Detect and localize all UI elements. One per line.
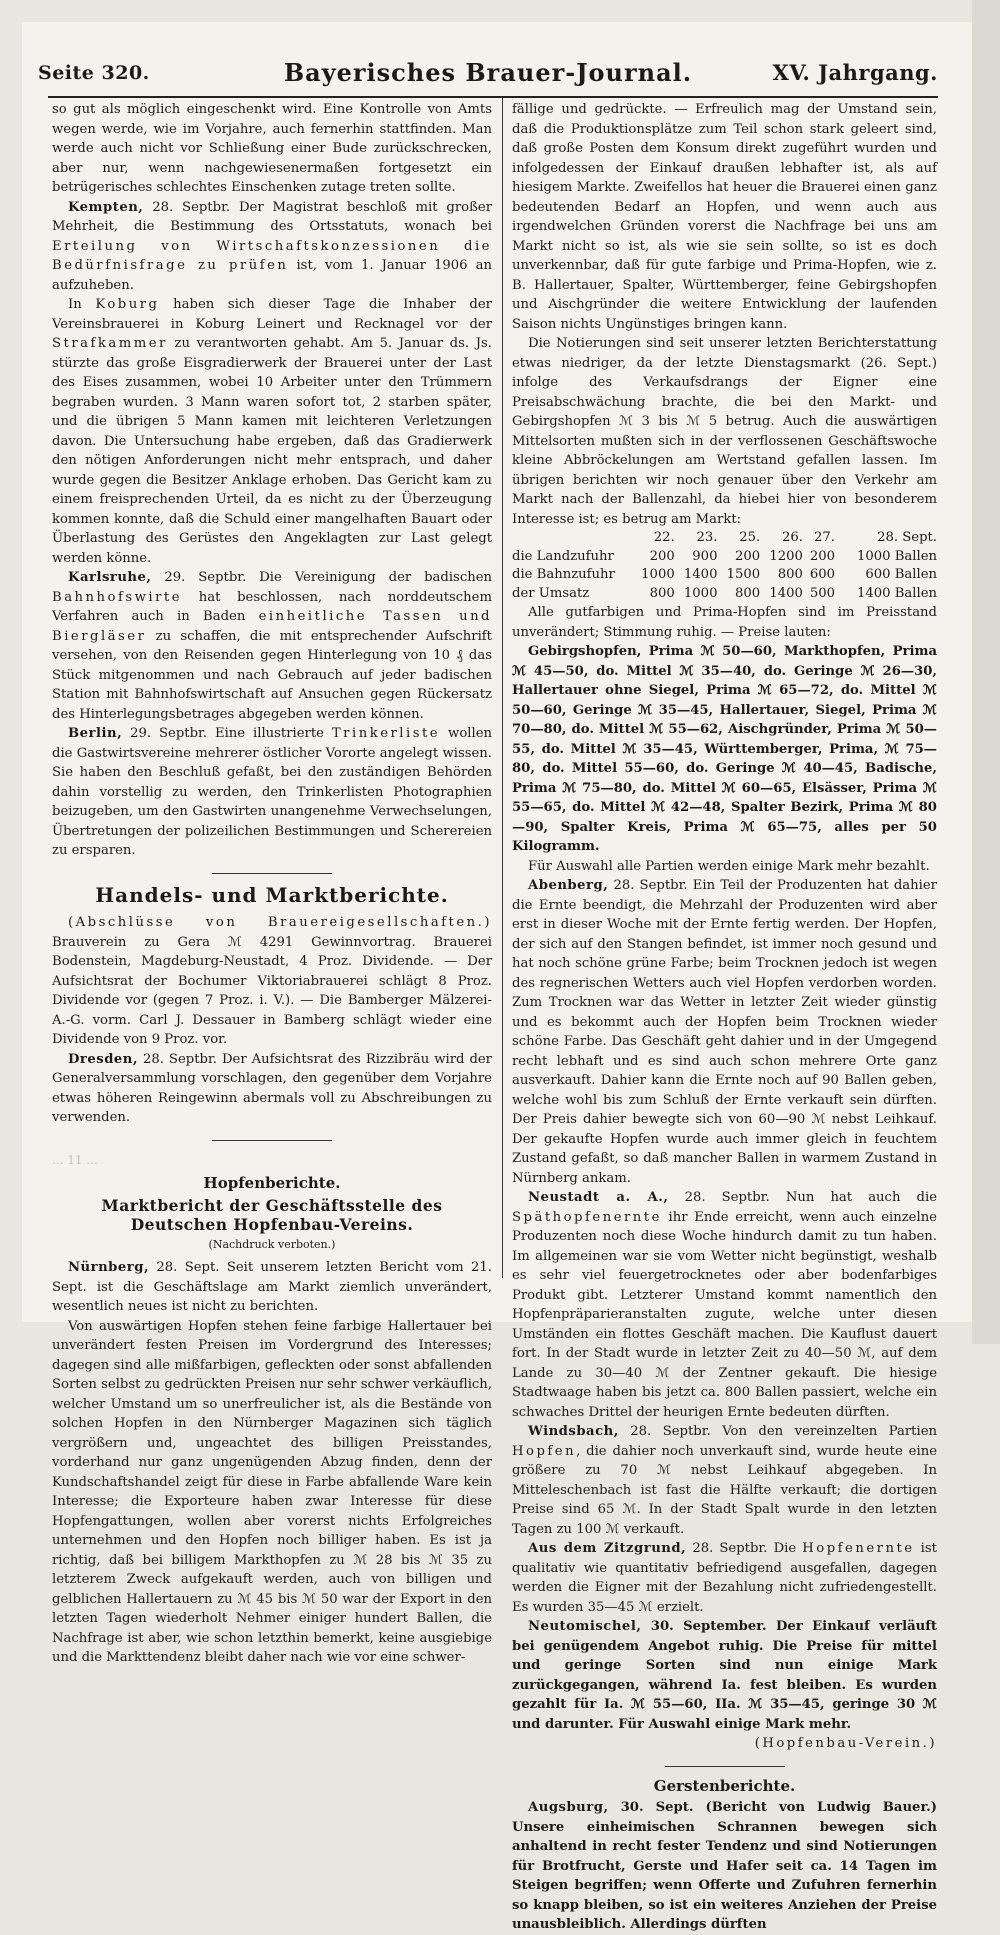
spaced-text: Erteilung von Wirtschaftskonzessionen die Bedürfnisfrage zu prüfen <box>52 238 492 273</box>
table-cell: 1000 <box>641 567 675 582</box>
table-cell: 200 <box>735 548 761 564</box>
place-name: Augsburg, <box>528 1800 609 1815</box>
text: 29. Septbr. Die Vereinigung der badischen <box>164 570 492 585</box>
text: 28. Septbr. Die <box>692 1541 797 1556</box>
spaced-text: (Abschlüsse von Brauereigesellschaften.) <box>68 915 492 930</box>
paragraph-dividends <box>52 913 492 1050</box>
text: Brauverein zu Gera ℳ 4291 Gewinnvortrag. Brauerei Bodenstein, Magdeburg-Neustadt, 4 Proz. Dividende. — Der Aufsichtsrat der Bochumer Viktoriabrauerei schlägt 8 Proz. Dividende vor (gegen 7 Proz. i. V.). — Die Bamberger Mälzerei-A.-G. vorm. Carl J. Dessauer in Bamberg schlägt wieder eine Dividende von 9 Proz. vor. <box>52 934 492 1047</box>
cell-value: 1400 <box>856 585 891 601</box>
date-cell: 25. <box>739 530 761 545</box>
paragraph: so gut als möglich eingeschenkt wird. Eine Kontrolle von Amts wegen werde, wie im Vorjahre, auch fernerhin stattfinden. Man werde auch nicht vor Schließung einer Bude zurückschrecken, aber nur, wenn nachgewiesenermaßen fortgesetzt ein betrügerisches schlechtes Einschenken zutage treten sollte. <box>52 102 492 195</box>
text: zu schaffen, die mit entsprechender Aufschrift versehen, von den Reisenden gegen Hinterlegung von 10 ₰ das Stück mitgenommen und nach Gebrauch auf jeder badischen Station mit Bahnhofswirtschaft auf Ansuchen gegen Rückersatz des Hinterlegungsbetrages abgegeben werden können. <box>52 628 492 722</box>
date-cell: 26. <box>781 530 803 545</box>
row-label: die Bahnzufuhr <box>512 567 615 582</box>
text: ist qualitativ wie quantitativ befriedigend ausgefallen, dagegen werden die Eigner mit der Bezahlung nicht zufriedengestellt. Es wurden 35—45 ℳ erzielt. <box>512 1541 937 1615</box>
table-cell: 1400 <box>769 585 803 601</box>
place-name: Koburg <box>95 297 160 312</box>
section-heading-markets: Handels- und Marktberichte. <box>95 882 449 907</box>
paragraph-neustadt <box>512 1188 937 1422</box>
place-name: Neustadt a. A., <box>528 1190 669 1205</box>
paragraph-koburg <box>52 295 492 568</box>
spaced-text: Späthopfenernte <box>512 1209 662 1225</box>
reprint-notice: (Nachdruck verboten.) <box>208 1237 336 1251</box>
table-cell: 1000 <box>683 585 718 601</box>
date-cell: 27. <box>814 530 835 545</box>
text: , die dahier noch unverkauft sind, wurde heute eine größere zu 70 ℳ nebst Leihkauf abgegeben. In Mitteleschenbach ist fast die Hälfte verkauft; die dortigen Preise sind 65 ℳ. In der Stadt Spalt wurde in den letzten Tagen zu 100 ℳ verkauft. <box>512 1443 937 1537</box>
paragraph: fällige und gedrückte. — Erfreulich mag der Umstand sein, daß die Produktionsplätze zum Teil schon stark geleert sind, daß große Posten dem Konsum direkt zugeführt wurden und infolgedessen der Einkauf draußen lebhafter ist, als auf hiesigem Markte. Zweifellos hat heuer die Brauerei einen ganz bedeutenden Bedarf an Hopfen, und wenn auch aus irgendwelchen Gründen vorerst die Nachfrage bei uns am Markt nicht so ist, als wie sie sein sollte, so ist es doch unverkennbar, daß für gute farbige und Prima-Hopfen, wie z. B. Hallertauer, Spalter, Württemberger, feine Gebirgshopfen und Aischgründer die weitere Entwicklung der laufenden Saison nichts Ungünstiges bringen kann. <box>512 102 937 332</box>
paragraph: Alle gutfarbigen und Prima-Hopfen sind im Preisstand unverändert; Stimmung ruhig. — Preise lauten: <box>512 605 937 640</box>
table-cell: 500 <box>809 585 835 601</box>
row-label: die Landzufuhr <box>512 548 614 564</box>
text: In <box>68 297 82 312</box>
section-heading-barley: Gerstenberichte. <box>653 1776 796 1795</box>
cell-value: 600 <box>865 567 891 582</box>
text: 28. Septbr. Ein Teil der Produzenten hat dahier die Ernte beendigt, die Mehrzahl der Produzenten wird aber erst in dieser Woche mit der Ernte fertig werden. Der Hopfen, der sich auf den Stangen befindet, ist immer noch gesund und hat noch schöne grüne Farbe; beim Trocknen jedoch ist wegen des regnerischen Wetters auch viel Hopfen verdorben worden. Zum Trocknen war das Wetter in letzter Zeit wieder günstig und es bekommt auch der Hopfen beim Trocknen wieder schöne Farbe. Das Geschäft geht dahier und in der Umgegend recht lebhaft und es sind auch schon mehrere Orte ganz ausverkauft. Dahier kann die Ernte noch auf 90 Ballen geben, welche wohl bis zum Schluß der Ernte verkauft sein dürften. Der Preis dahier bewegte sich von 60—90 ℳ nebst Leihkauf. Der gekaufte Hopfen wurde auch immer gleich in feuchtem Zustand gefaßt, so daß mancher Ballen in warmem Zustand in Nürnberg ankam. <box>512 878 937 1186</box>
paragraph-kempten <box>52 198 492 296</box>
market-volume-table <box>512 529 937 603</box>
paragraph-berlin <box>52 724 492 861</box>
signature: (Hopfenbau-Verein.) <box>754 1736 937 1751</box>
section-heading-hops: Hopfenberichte. <box>203 1174 341 1192</box>
table-cell <box>835 585 937 604</box>
text: 28. Septbr. Von den vereinzelten Partien <box>630 1424 937 1439</box>
header-rule <box>48 96 938 98</box>
text: 30. Sept. (Bericht von Ludwig Bauer.) Unsere einheimischen Schrannen bewegen sich anhaltend in recht fester Tendenz und sind Notierungen für Brotfrucht, Gerste und Hafer seit ca. 14 Tagen im Steigen begriffen; wenn Offerte und Zufuhren fernerhin so knapp bleiben, so ist ein weiteres Anziehen der Preise unausbleiblich. Allerdings dürften <box>512 1800 938 1932</box>
volume-label: XV. Jahrgang. <box>772 60 938 85</box>
unit-label: Ballen <box>894 567 937 582</box>
spaced-text: einheitliche Tassen und Biergläser <box>52 609 492 644</box>
table-header-row <box>512 529 937 548</box>
text: haben sich dieser Tage die Inhaber der Vereinsbrauerei in Koburg Leinert und Recknagel vor der <box>52 297 492 332</box>
date-cell: 28. Sept. <box>877 530 937 545</box>
place-name: Berlin, <box>68 726 123 741</box>
unit-label: Ballen <box>894 548 937 564</box>
text: hat beschlossen, nach norddeutschem Verfahren auch in Baden <box>52 589 492 624</box>
spaced-text: Hopfen <box>512 1443 577 1459</box>
section-rule <box>665 1766 785 1767</box>
page-number: Seite 320. <box>38 62 150 84</box>
text: 30. September. Der Einkauf verläuft bei genügendem Angebot ruhig. Die Preise für mittel und geringe Sorten sind nun einige Mark zurückgegangen, während Ia. fest bleiben. Es wurden gezahlt für Ia. ℳ 55—60, IIa. ℳ 35—45, geringe 30 ℳ und darunter. Für Auswahl einige Mark mehr. <box>512 1619 938 1732</box>
text: 29. Septbr. Eine illustrierte <box>130 726 324 741</box>
left-column <box>52 100 492 1665</box>
paragraph-dresden <box>52 1050 492 1128</box>
text: 28. Septbr. Der Magistrat beschloß mit großer Mehrheit, die Bestimmung des Ortsstatuts, wonach bei <box>52 199 492 234</box>
column-divider <box>502 98 503 1278</box>
text: wollen die Gastwirtsvereine mehrerer östlicher Vororte angelegt wissen. Sie haben den Beschluß gefaßt, bei den zuständigen Behörden dahin vorstellig zu werden, den Trinkerlisten Photographien beizugeben, um den Gastwirten unangenehme Verwechselungen, Übertretungen der polizeilichen Bestimmungen und Scherereien zu ersparen. <box>52 726 492 858</box>
table-cell: 800 <box>777 567 803 582</box>
text: 28. Septbr. Nun hat auch die <box>684 1190 937 1205</box>
place-name: Abenberg, <box>528 878 609 893</box>
section-rule <box>212 873 332 874</box>
page-edge <box>972 0 1000 1344</box>
table-cell: 200 <box>649 548 675 564</box>
unit-label: Ballen <box>894 585 937 601</box>
spaced-text: Bahnhofswirte <box>52 589 183 605</box>
date-cell: 22. <box>653 530 675 545</box>
bleed-through-text: ... 11 ... <box>52 1152 98 1167</box>
cell-value: 1000 <box>856 548 891 564</box>
table-cell: 1500 <box>726 567 761 582</box>
paragraph: Von auswärtigen Hopfen stehen feine farbige Hallertauer bei unverändert festen Preisen im Vordergrund des Interesses; dagegen sind alle mißfarbigen, gefleckten oder sonst abfallenden Sorten selbst zu gedrückten Preisen nur sehr schwer verkäuflich, welcher Umstand um so unerfreulicher ist, als die Bestände von solchen Hopfen in den Nürnberger Magazinen sich täglich vergrößern und, ungeachtet des billigen Preisstandes, vorderhand nur ganz ungenügenden Abzug finden, denn der Kundschaftshandel zeigt für diese in Farbe abfallende Ware kein Interesse; die Exporteure haben zwar Interesse für diese Hopfengattungen, wollen aber vorerst nichts Erfolgreiches unternehmen und den Hopfen noch billiger haben. Es ist ja richtig, daß bei billigem Markthopfen zu ℳ 28 bis ℳ 35 zu letzterem Zweck aufgekauft werden, auch von billigen und gelblichen Hallertauern zu ℳ 45 bis ℳ 50 war der Export in den letzten Tagen wiederholt Nehmer einiger hundert Ballen, die Nachfrage ist aber, wie schon letzthin bemerkt, keine ausgiebige und die Markttendenz bleibt daher nach wie vor eine schwer- <box>52 1318 492 1665</box>
text: 28. Sept. Seit unserem letzten Bericht vom 21. Sept. ist die Geschäftslage am Markt ziemlich unverändert, wesentlich neues ist nicht zu berichten. <box>52 1260 492 1314</box>
report-title: Marktbericht der Geschäftsstelle des Deutschen Hopfenbau-Vereins. <box>101 1195 443 1234</box>
place-name: Kempten, <box>68 199 144 215</box>
table-row <box>512 585 937 604</box>
paragraph-abenberg <box>512 876 937 1188</box>
text: zu verantworten gehabt. Am 5. Januar ds. Js. stürzte das große Eisgradierwerk der Brauerei unter der Last des Eises zusammen, wobei 10 Arbeiter unter den Trümmern begraben wurden. 3 Mann waren sofort tot, 2 starben später, und die übrigen 5 Mann kamen mit leichteren Verletzungen davon. Die Untersuchung habe ergeben, daß das Gradierwerk den nötigen Anforderungen nicht mehr entsprach, und daher wurde gegen die Besitzer Anklage erhoben. Das Gericht kam zu einem freisprechenden Urteil, da es nicht zu der Überzeugung kommen konnte, daß die Schuld einer mangelhaften Bauart oder Überlastung des Gerüstes den Angeklagten zur Last gelegt werden könne. <box>52 336 492 566</box>
spaced-text: Strafkammer <box>52 336 168 351</box>
paragraph-karlsruhe <box>52 568 492 724</box>
paragraph-zitzgrund <box>512 1539 937 1617</box>
place-name: Dresden, <box>68 1051 138 1067</box>
paragraph-neutomischel <box>512 1617 937 1734</box>
table-cell <box>835 548 937 567</box>
journal-title: Bayerisches Brauer-Journal. <box>283 58 693 87</box>
place-name: Aus dem Zitzgrund, <box>528 1541 687 1556</box>
table-cell: 1200 <box>769 548 803 564</box>
table-cell: 200 <box>809 548 835 564</box>
table-cell: 900 <box>692 548 718 564</box>
date-cell: 23. <box>696 530 718 545</box>
text: 28. Septbr. Der Aufsichtsrat des Rizzibräu wird der Generalversammlung vorschlagen, den gegenüber dem Vorjahre etwas höheren Reingewinn abermals voll zu Abschreibungen zu verwenden. <box>52 1051 492 1125</box>
row-label: der Umsatz <box>512 585 590 601</box>
paragraph-windsbach <box>512 1422 937 1539</box>
table-cell <box>835 566 937 585</box>
section-rule <box>212 1140 332 1141</box>
place-name: Karlsruhe, <box>68 570 152 585</box>
paragraph: Die Notierungen sind seit unserer letzten Berichterstattung etwas niedriger, da der letzte Dienstagsmarkt (26. Sept.) infolge des Verkaufsdrangs der Eigner eine Preisabschwächung brachte, die bei den Markt- und Gebirgshopfen ℳ 3 bis ℳ 5 betrug. Auch die auswärtigen Mittelsorten mußten sich in der verflossenen Geschäftswoche kleine Abbröckelungen am Wertstand gefallen lassen. Im übrigen berichten wir noch genauer über den Verkehr am Markt nach der Ballenzahl, da hiebei hier von besonderem Interesse ist; es betrug am Markt: <box>512 336 937 527</box>
paragraph-nuernberg <box>52 1258 492 1317</box>
table-cell: 800 <box>735 585 761 601</box>
table-cell: 800 <box>649 585 675 601</box>
paragraph: Für Auswahl alle Partien werden einige Mark mehr bezahlt. <box>528 858 930 874</box>
paragraph-augsburg <box>512 1798 937 1935</box>
text: ist, vom 1. Januar 1906 an aufzuheben. <box>52 258 492 293</box>
price-list: Gebirgshopfen, Prima ℳ 50—60, Markthopfen, Prima ℳ 45—50, do. Mittel ℳ 35—40, do. Geringe ℳ 26—30, Hallertauer ohne Siegel, Prima ℳ 65—72, do. Mittel ℳ 50—60, Geringe ℳ 35—45, Hallertauer, Siegel, Prima ℳ 70—80, do. Mittel ℳ 55—62, Aischgründer, Prima ℳ 50—55, do. Mittel ℳ 35—45, Württemberger, Prima, ℳ 75—80, do. Mittel 55—60, do. Geringe ℳ 40—45, Badische, Prima ℳ 75—80, do. Mittel ℳ 60—65, Elsässer, Prima ℳ 55—65, do. Mittel ℳ 42—48, Spalter Bezirk, Prima ℳ 80—90, Spalter Kreis, Prima ℳ 65—75, alles per 50 Kilogramm. <box>512 644 937 854</box>
table-row <box>512 566 937 585</box>
table-cell: 1400 <box>683 567 718 582</box>
table-row <box>512 548 937 567</box>
right-column <box>512 100 938 1932</box>
place-name: Windsbach, <box>528 1424 619 1439</box>
page-header <box>38 56 938 96</box>
place-name: Neutomischel, <box>528 1619 642 1634</box>
spaced-text: Hopfenernte <box>802 1541 915 1556</box>
text: ihr Ende erreicht, wenn auch einzelne Produzenten noch diese Woche hindurch damit zu tun haben. Im allgemeinen war sie vom Wetter nicht begünstigt, weshalb es sehr viel feuergetrocknetes oder aber bodenfarbiges Produkt gibt. Letzterer Umstand kommt namentlich den Hopfenpräparieranstalten zugute, welche unter diesen Umständen ein flottes Geschäft machen. Die Kauflust dauert fort. In der Stadt wurde in letzter Zeit zu 40—50 ℳ, auf dem Lande zu 30—40 ℳ der Zentner gekauft. Die hiesige Stadtwaage haben bis jetzt ca. 800 Ballen passiert, welche ein schwaches Drittel der heurigen Ernte bedeuten dürften. <box>512 1209 937 1420</box>
spaced-text: Trinkerliste <box>331 726 441 741</box>
table-cell: 600 <box>809 567 835 582</box>
place-name: Nürnberg, <box>68 1260 150 1275</box>
